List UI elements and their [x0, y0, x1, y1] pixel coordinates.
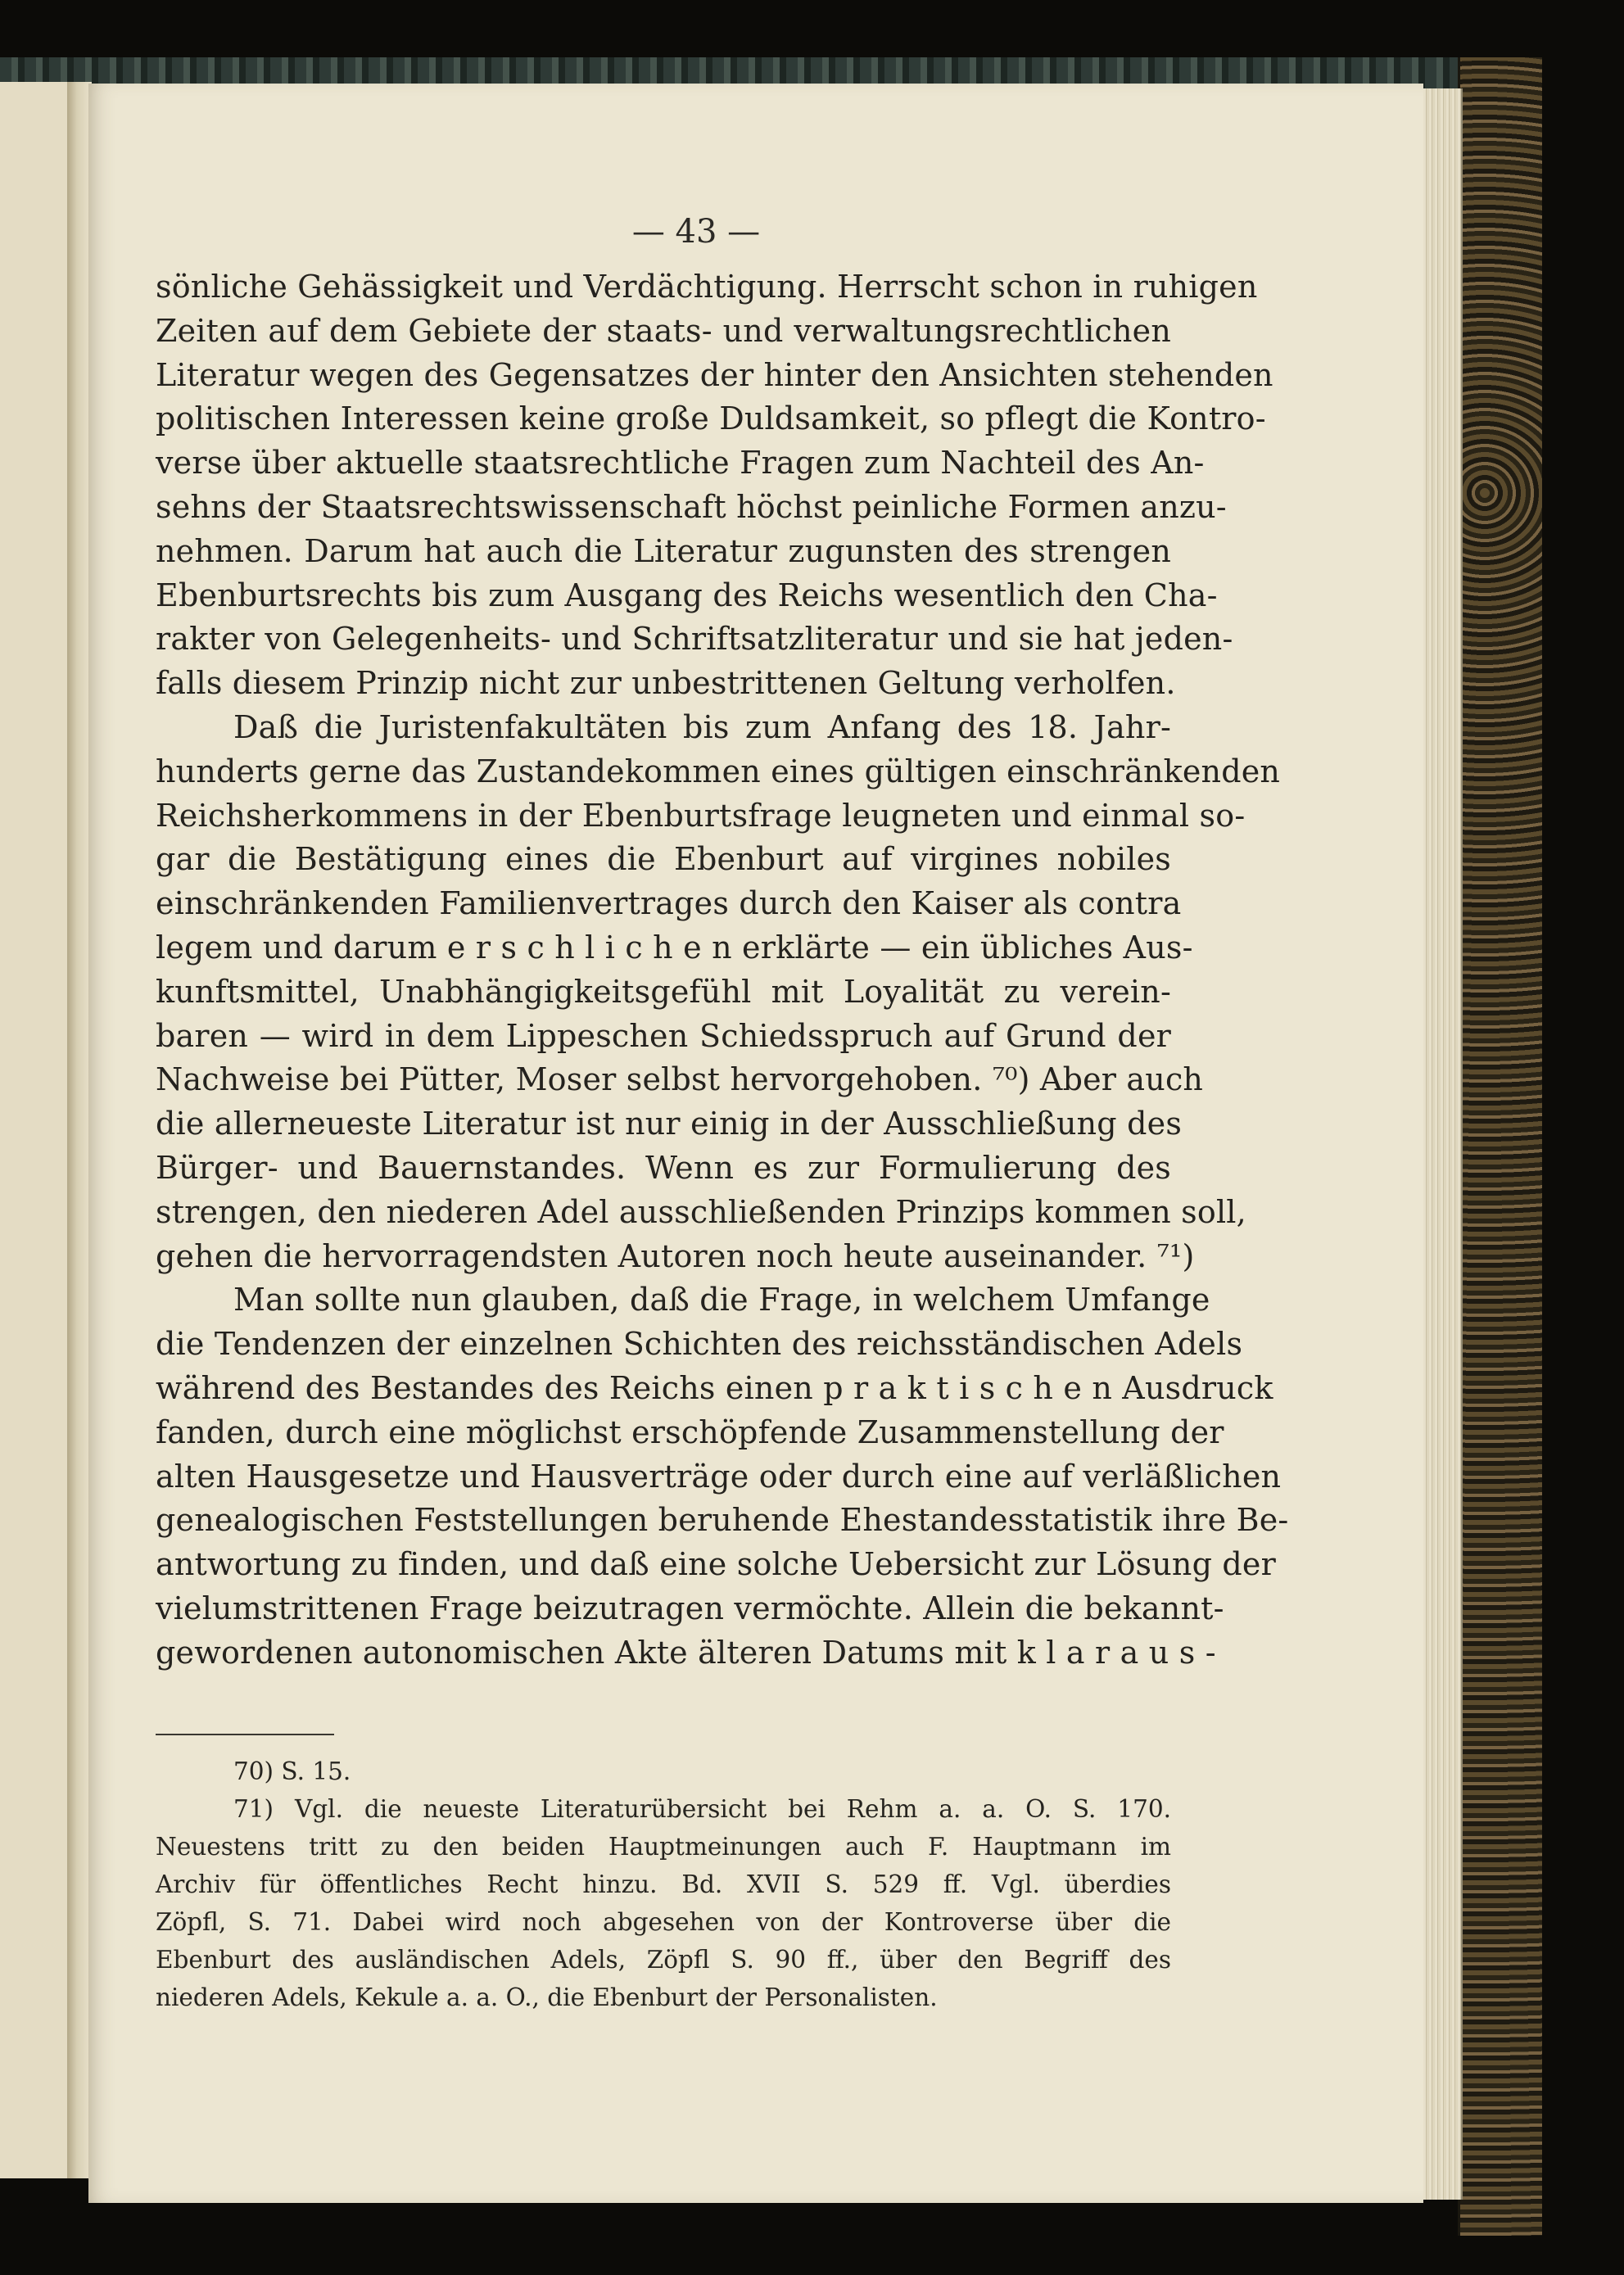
text-line: legem und darum e r s c h l i c h e n erklärte — ein übliches Aus-: [156, 929, 1193, 966]
text-line: kunftsmittel, Unabhängigkeitsgefühl mit Loyalität zu verein-: [156, 973, 1171, 1010]
footnotes: [156, 1753, 1171, 2016]
text-line: rakter von Gelegenheits- und Schriftsatzliteratur und sie hat jeden-: [156, 621, 1233, 658]
text-line: die allerneueste Literatur ist nur einig in der Ausschließung des: [156, 1106, 1183, 1142]
text-line: die Tendenzen der einzelnen Schichten des reichsständischen Adels: [156, 1326, 1243, 1363]
marbled-cover-edge: [1458, 57, 1542, 2236]
text-line: fanden, durch eine möglichst erschöpfende Zusammenstellung der: [156, 1413, 1224, 1450]
text-line: Ebenburtsrechts bis zum Ausgang des Reichs wesentlich den Cha-: [156, 577, 1218, 613]
text-line: politischen Interessen keine große Duldsamkeit, so pflegt die Kontro-: [156, 400, 1266, 437]
facing-page: [0, 82, 69, 2178]
text-line: während des Bestandes des Reichs einen p r a k t i s c h e n Ausdruck: [156, 1369, 1273, 1406]
text-line: gehen die hervorragendsten Autoren noch heute auseinander. ⁷¹): [156, 1237, 1195, 1274]
text-line: nehmen. Darum hat auch die Literatur zugunsten des strengen: [156, 532, 1171, 569]
footnote-line: Zöpfl, S. 71. Dabei wird noch abgesehen von der Kontroverse über die: [156, 1908, 1171, 1936]
text-line: antwortung zu finden, und daß eine solche Uebersicht zur Lösung der: [156, 1546, 1276, 1583]
text-line: hunderts gerne das Zustandekommen eines gültigen einschränkenden: [156, 753, 1281, 789]
text-line: Bürger- und Bauernstandes. Wenn es zur Formulierung des: [156, 1149, 1171, 1186]
text-line: einschränkenden Familienvertrages durch den Kaiser als contra: [156, 885, 1182, 922]
text-line: vielumstrittenen Frage beizutragen vermöchte. Allein die bekannt-: [156, 1590, 1224, 1626]
text-line: Zeiten auf dem Gebiete der staats- und verwaltungsrechtlichen: [156, 312, 1171, 349]
footnote-line: niederen Adels, Kekule a. a. O., die Ebenburt der Personalisten.: [156, 1983, 938, 2011]
text-line: sönliche Gehässigkeit und Verdächtigung. Herrscht schon in ruhigen: [156, 269, 1258, 305]
footnote-line: Neuestens tritt zu den beiden Hauptmeinungen auch F. Hauptmann im: [156, 1833, 1171, 1861]
footnote-line: Archiv für öffentliches Recht hinzu. Bd. XVII S. 529 ff. Vgl. überdies: [156, 1870, 1171, 1898]
text-line: Reichsherkommens in der Ebenburtsfrage leugneten und einmal so-: [156, 797, 1246, 834]
text-line: Man sollte nun glauben, daß die Frage, in welchem Umfange: [233, 1282, 1210, 1318]
page-edges: [1423, 88, 1463, 2200]
footnote-line: 71) Vgl. die neueste Literaturübersicht bei Rehm a. a. O. S. 170.: [233, 1795, 1171, 1823]
text-line: sehns der Staatsrechtswissenschaft höchst peinliche Formen anzu-: [156, 488, 1227, 525]
text-line: baren — wird in dem Lippeschen Schiedsspruch auf Grund der: [156, 1017, 1171, 1054]
text-line: gar die Bestätigung eines die Ebenburt auf virgines nobiles: [156, 841, 1171, 878]
page-number: — 43 —: [631, 213, 761, 251]
text-line: alten Hausgesetze und Hausverträge oder durch eine auf verläßlichen: [156, 1458, 1282, 1495]
text-line: Nachweise bei Pütter, Moser selbst hervorgehoben. ⁷⁰) Aber auch: [156, 1061, 1204, 1098]
text-line: genealogischen Feststellungen beruhende Ehestandesstatistik ihre Be-: [156, 1502, 1289, 1539]
footnote-rule: [156, 1734, 334, 1735]
text-line: Daß die Juristenfakultäten bis zum Anfang des 18. Jahr-: [233, 708, 1171, 745]
text-line: Literatur wegen des Gegensatzes der hinter den Ansichten stehenden: [156, 356, 1273, 393]
footnote-line: Ebenburt des ausländischen Adels, Zöpfl S. 90 ff., über den Begriff des: [156, 1946, 1171, 1974]
text-line: gewordenen autonomischen Akte älteren Datums mit k l a r a u s -: [156, 1634, 1216, 1671]
text-line: verse über aktuelle staatsrechtliche Fragen zum Nachteil des An-: [156, 445, 1205, 482]
body-text: [156, 265, 1289, 1676]
footnote-line: 70) S. 15.: [233, 1757, 351, 1785]
text-line: strengen, den niederen Adel ausschließenden Prinzips kommen soll,: [156, 1193, 1246, 1230]
text-line: falls diesem Prinzip nicht zur unbestrittenen Geltung verholfen.: [156, 665, 1176, 702]
